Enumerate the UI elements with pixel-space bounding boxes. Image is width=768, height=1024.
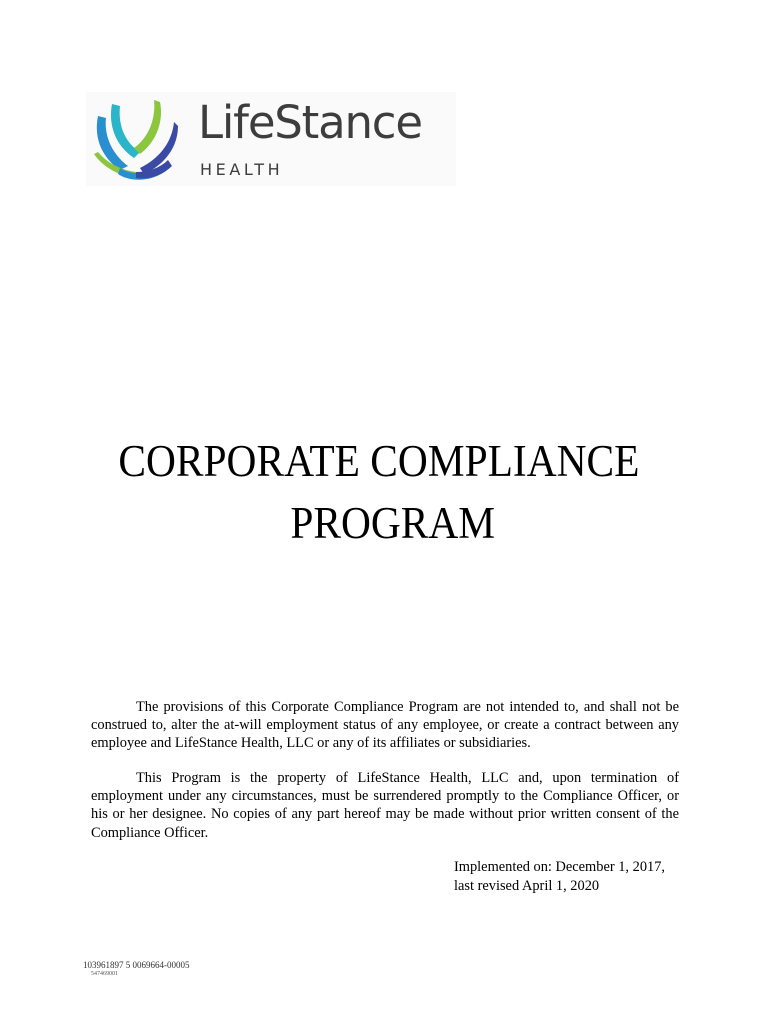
revised-line: last revised April 1, 2020 <box>454 878 600 894</box>
logo-wordmark: LifeStance <box>198 96 422 149</box>
implementation-date <box>454 858 665 896</box>
title-line-1: CORPORATE COMPLIANCE <box>118 436 640 486</box>
document-id-small: 547469001 <box>91 971 118 977</box>
lifestance-logo <box>86 92 456 186</box>
implemented-line: Implemented on: December 1, 2017, <box>454 859 665 875</box>
disclaimer-paragraph: The provisions of this Corporate Compliance Program are not intended to, and shall not be construed to, alter the at-will employment status of any employee, or create a contract between any employee and LifeStance Health, LLC or any of its affiliates or subsidiaries. <box>91 699 679 752</box>
lifestance-logo-mark-icon <box>90 96 180 184</box>
logo-subtitle: HEALTH <box>200 160 284 179</box>
document-title <box>30 432 737 552</box>
document-id: 103961897 5 0069664-00005 <box>83 960 190 970</box>
property-paragraph: This Program is the property of LifeStance Health, LLC and, upon termination of employment under any circumstances, must be surrendered promptly to the Compliance Officer, or his or her designee. No copies of any part hereof may be made without prior written consent of the Compliance Officer. <box>91 770 679 841</box>
title-line-2: PROGRAM <box>290 498 496 548</box>
